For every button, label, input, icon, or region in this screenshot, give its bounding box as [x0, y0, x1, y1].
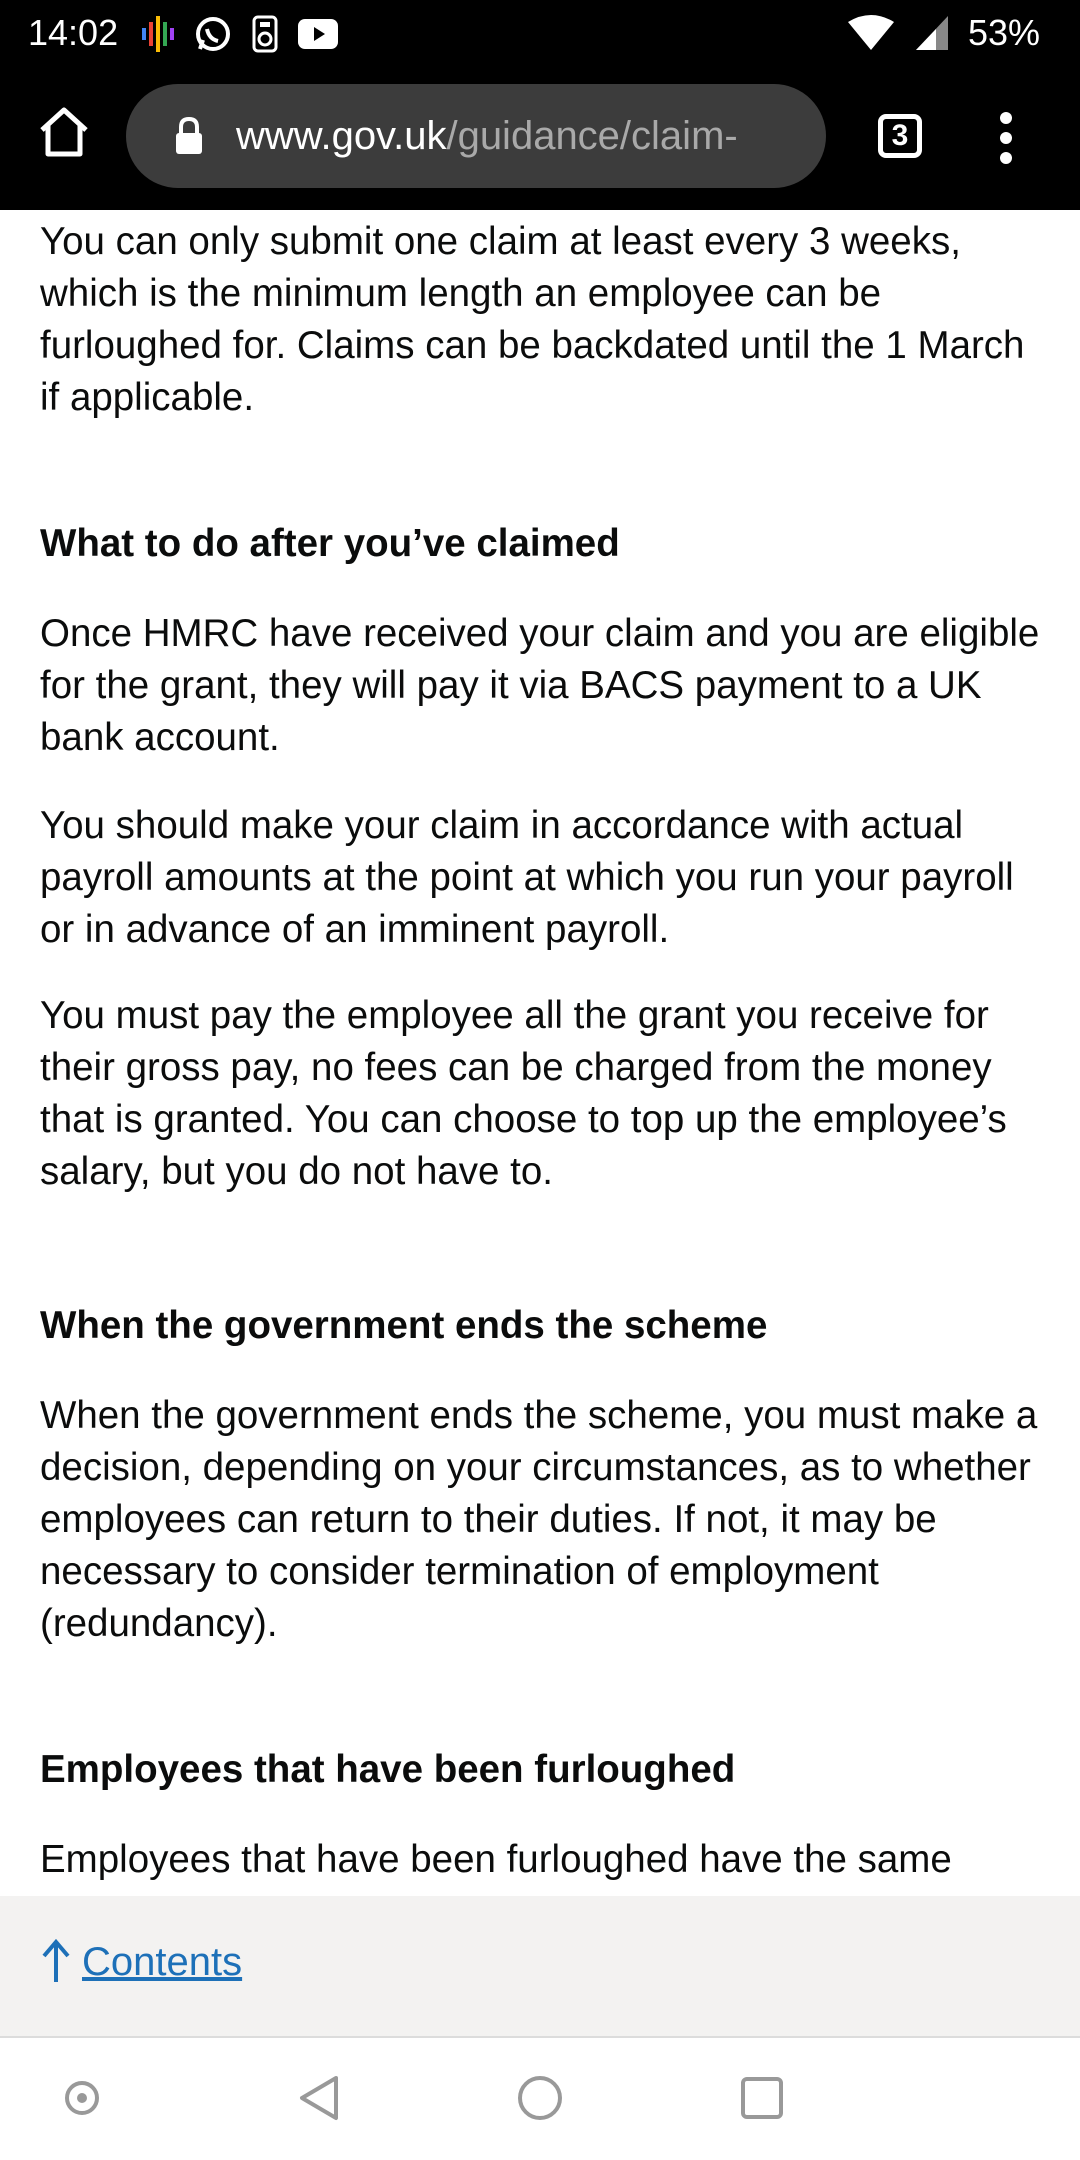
paragraph-claim-frequency: You can only submit one claim at least every 3 weeks, which is the minimum length an employee can be furloughed for. Claims can be backdated until the 1 March if applicable. [40, 220, 1025, 419]
paragraph-scheme-ends: When the government ends the scheme, you must make a decision, depending on your circumstances, as to whether employees can return to their duties. If not, it may be necessary to consider termination of employment (redundancy). [40, 1394, 1038, 1645]
heading-furloughed: Employees that have been furloughed [40, 1748, 736, 1791]
back-icon[interactable] [290, 2068, 350, 2128]
home-icon[interactable] [36, 104, 92, 160]
home-nav-icon[interactable] [510, 2068, 570, 2128]
status-bar [0, 0, 1080, 66]
status-time: 14:02 [28, 12, 119, 53]
heading-after-claimed: What to do after you’ve claimed [40, 522, 620, 565]
dice-icon [252, 15, 278, 53]
paragraph-payroll-amounts: You should make your claim in accordance with actual payroll amounts at the point at which you run your payroll or in advance of an imminent payroll. [40, 804, 1014, 951]
system-icons [846, 10, 1040, 56]
battery-level: 53% [967, 12, 1040, 53]
url-path: /guidance/claim- [446, 114, 738, 158]
recents-icon[interactable] [732, 2068, 792, 2128]
browser-toolbar [0, 66, 1080, 210]
paragraph-payment: Once HMRC have received your claim and you are eligible for the grant, they will pay it via BACS payment to a UK bank account. [40, 612, 1040, 759]
contents-label: Contents [82, 1940, 243, 1984]
tab-switcher-button[interactable] [878, 114, 922, 158]
signal-icon [914, 14, 950, 52]
arrow-up-icon [40, 1938, 72, 1986]
page-content [0, 210, 1080, 1896]
system-nav-bar [0, 2038, 1080, 2160]
whatsapp-icon [194, 15, 232, 53]
tab-count: 3 [891, 119, 909, 152]
notification-icons [140, 14, 338, 54]
url-domain: www.gov.uk [236, 114, 447, 158]
podcast-icon [140, 16, 174, 52]
paragraph-pay-employee: You must pay the employee all the grant you receive for their gross pay, no fees can be charged from the money that is granted. You can choose to top up the employee’s salary, but you do not have to. [40, 994, 1007, 1193]
url-text[interactable] [236, 110, 806, 162]
address-bar[interactable] [126, 84, 826, 188]
youtube-icon [298, 19, 338, 49]
wifi-icon [846, 14, 896, 52]
paragraph-furloughed: Employees that have been furloughed have the same [40, 1838, 952, 1881]
more-options-icon[interactable] [996, 110, 1016, 166]
contents-link[interactable] [40, 1936, 242, 1988]
lock-icon [174, 116, 204, 156]
assistant-icon[interactable] [52, 2068, 112, 2128]
contents-bar [0, 1896, 1080, 2038]
heading-scheme-ends: When the government ends the scheme [40, 1304, 768, 1347]
